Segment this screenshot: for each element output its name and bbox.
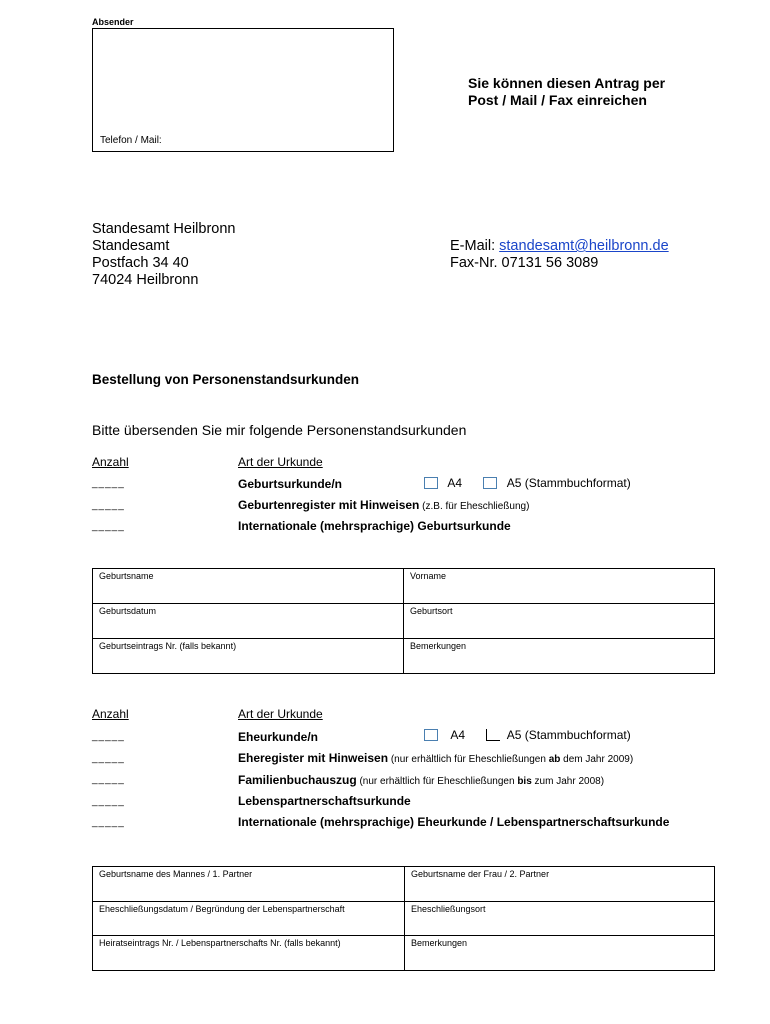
submit-note-line1: Sie können diesen Antrag per xyxy=(468,75,666,91)
s1-entry-number-field[interactable]: Geburtseintrags Nr. (falls bekannt) xyxy=(93,639,404,674)
s2-item-3-note-post: zum Jahr 2008) xyxy=(531,776,605,787)
s2-partner2-birthname-field[interactable]: Geburtsname der Frau / 2. Partner xyxy=(405,867,715,902)
s1-col-count: Anzahl xyxy=(92,455,129,469)
s1-a5-checkbox[interactable] xyxy=(483,477,497,489)
s2-count-field-1[interactable]: _____ xyxy=(92,731,125,742)
s1-item-2-note: (z.B. für Eheschließung) xyxy=(419,501,530,512)
recipient-line2: Standesamt xyxy=(92,238,170,254)
s1-count-field-3[interactable]: _____ xyxy=(92,521,125,532)
s1-a5-label: A5 (Stammbuchformat) xyxy=(506,476,631,490)
email-link[interactable]: standesamt@heilbronn.de xyxy=(499,238,669,254)
s2-marriage-place-field[interactable]: Eheschließungsort xyxy=(405,902,715,936)
recipient-line1: Standesamt Heilbronn xyxy=(92,221,236,237)
s2-item-2 xyxy=(238,751,633,765)
s2-marriage-date-field[interactable]: Eheschließungsdatum / Begründung der Lebenspartnerschaft xyxy=(93,902,405,936)
s2-col-count: Anzahl xyxy=(92,707,129,721)
recipient-address xyxy=(92,221,235,289)
s2-a4-checkbox[interactable] xyxy=(424,729,438,741)
submit-note xyxy=(468,75,665,109)
s2-a5-label: A5 (Stammbuchformat) xyxy=(506,728,631,742)
s2-item-3-note-bold: bis xyxy=(517,776,532,787)
s1-birthname-field[interactable]: Geburtsname xyxy=(93,569,404,604)
s1-col-type: Art der Urkunde xyxy=(238,455,323,469)
s2-a5-checkbox[interactable] xyxy=(486,729,500,741)
s1-item-2 xyxy=(238,498,529,512)
s2-item-2-note-post: dem Jahr 2009) xyxy=(560,754,634,765)
s2-item-2-label: Eheregister mit Hinweisen xyxy=(238,751,389,765)
s2-item-2-note-pre: (nur erhältlich für Eheschließungen xyxy=(388,754,549,765)
s2-count-field-3[interactable]: _____ xyxy=(92,774,125,785)
s1-a4-checkbox[interactable] xyxy=(424,477,438,489)
s2-item-5: Internationale (mehrsprachige) Eheurkunde / Lebenspartnerschaftsurkunde xyxy=(238,815,670,829)
page-title: Bestellung von Personenstandsurkunden xyxy=(92,372,360,387)
s1-birthplace-field[interactable]: Geburtsort xyxy=(404,604,715,639)
s1-firstname-field[interactable]: Vorname xyxy=(404,569,715,604)
s1-item-2-label: Geburtenregister mit Hinweisen xyxy=(238,498,420,512)
s2-format-options xyxy=(424,728,631,742)
s1-remarks-field[interactable]: Bemerkungen xyxy=(404,639,715,674)
s1-count-field-1[interactable]: _____ xyxy=(92,478,125,489)
s2-a4-label: A4 xyxy=(450,728,466,742)
s2-col-type: Art der Urkunde xyxy=(238,707,323,721)
s2-item-4: Lebenspartnerschaftsurkunde xyxy=(238,794,411,808)
s2-partner1-birthname-field[interactable]: Geburtsname des Mannes / 1. Partner xyxy=(93,867,405,902)
sender-label: Absender xyxy=(92,17,134,27)
sender-phone-mail-label: Telefon / Mail: xyxy=(100,135,162,146)
recipient-line4: 74024 Heilbronn xyxy=(92,272,199,288)
intro-text: Bitte übersenden Sie mir folgende Personenstandsurkunden xyxy=(92,422,467,438)
submit-note-line2: Post / Mail / Fax einreichen xyxy=(468,92,647,108)
s2-item-1: Eheurkunde/n xyxy=(238,730,319,744)
s1-format-options xyxy=(424,476,631,490)
s2-count-field-2[interactable]: _____ xyxy=(92,753,125,764)
s2-marriage-table xyxy=(92,866,715,971)
s1-item-3: Internationale (mehrsprachige) Geburtsurkunde xyxy=(238,519,511,533)
sender-box[interactable] xyxy=(92,28,394,152)
s2-entry-number-field[interactable]: Heiratseintrags Nr. / Lebenspartnerschafts Nr. (falls bekannt) xyxy=(93,936,405,971)
s1-person-table xyxy=(92,568,715,674)
contact-info xyxy=(450,238,669,272)
s2-item-3-note-pre: (nur erhältlich für Eheschließungen xyxy=(356,776,518,787)
s2-item-2-note-bold: ab xyxy=(548,754,561,765)
s1-count-field-2[interactable]: _____ xyxy=(92,500,125,511)
s1-item-1: Geburtsurkunde/n xyxy=(238,477,343,491)
s1-birthdate-field[interactable]: Geburtsdatum xyxy=(93,604,404,639)
recipient-line3: Postfach 34 40 xyxy=(92,255,189,271)
s2-item-3 xyxy=(238,773,604,787)
fax-number: Fax-Nr. 07131 56 3089 xyxy=(450,255,599,271)
s2-remarks-field[interactable]: Bemerkungen xyxy=(405,936,715,971)
s2-count-field-4[interactable]: _____ xyxy=(92,796,125,807)
s2-count-field-5[interactable]: _____ xyxy=(92,817,125,828)
email-label: E-Mail: xyxy=(450,238,500,254)
s2-item-3-label: Familienbuchauszug xyxy=(238,773,357,787)
s1-a4-label: A4 xyxy=(447,476,463,490)
